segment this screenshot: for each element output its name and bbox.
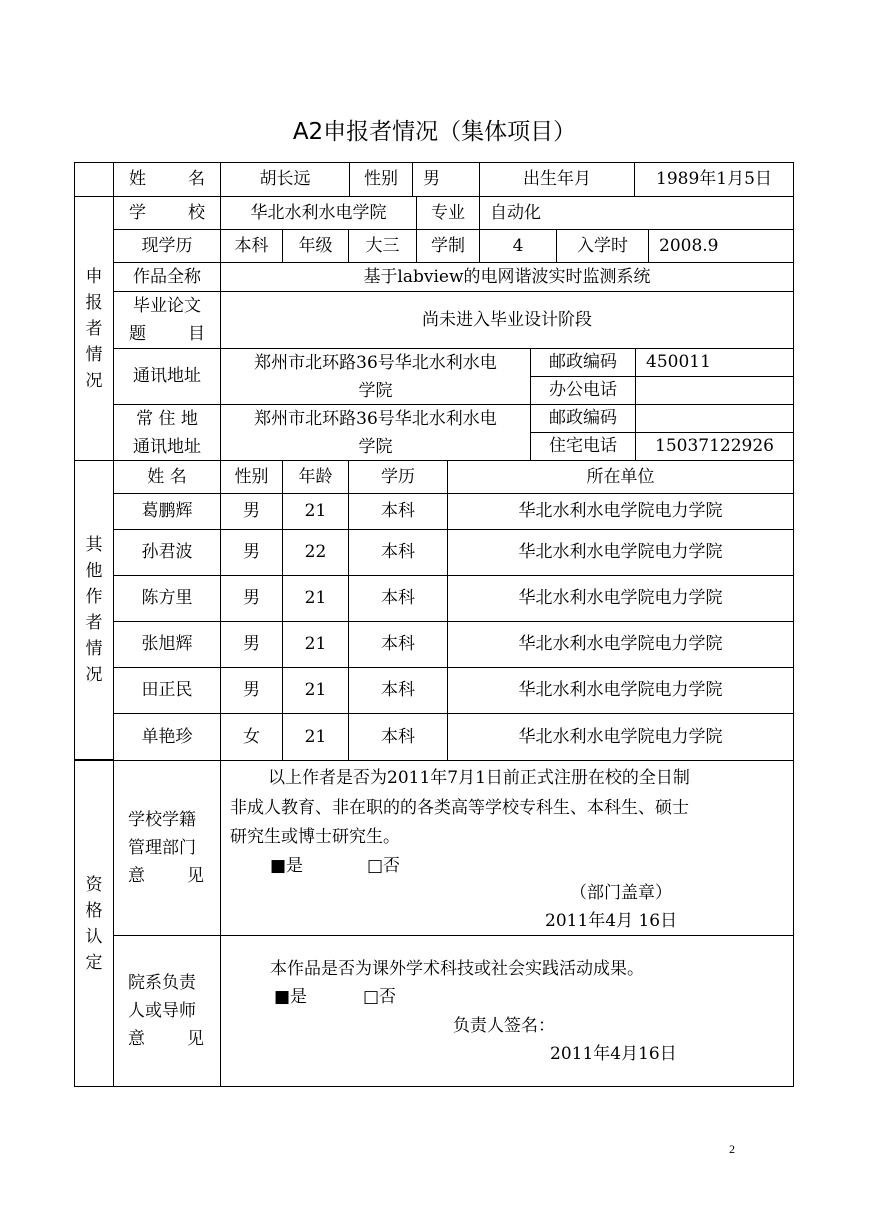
author-unit: 华北水利水电学院电力学院: [518, 501, 723, 521]
table-row-name: [113, 667, 221, 714]
applicant-birth-cell: [634, 162, 794, 197]
applicant-gender: 男: [423, 169, 440, 189]
author-name: 张旭辉: [141, 634, 193, 654]
major-cell: [479, 196, 794, 230]
registry-label-char: 意: [128, 866, 145, 886]
major-label-cell: [416, 196, 480, 230]
applicant-name-cell: [220, 162, 350, 197]
major: 自动化: [490, 202, 541, 223]
office-phone-cell: [635, 376, 794, 405]
home-postcode-label-cell: [530, 404, 636, 433]
table-row-age: [282, 667, 349, 714]
name-label-char: 名: [188, 169, 205, 189]
section-char: 格: [85, 900, 103, 921]
table-row-education: [348, 713, 448, 761]
address-line: 郑州市北环路36号华北水利水电: [254, 352, 497, 373]
education-label-cell: [113, 229, 221, 263]
duration-label: 学制: [431, 235, 465, 256]
author-gender: 男: [243, 634, 260, 654]
header-label: 姓 名: [147, 466, 187, 487]
table-row-unit: [447, 667, 794, 714]
section-char: 者: [85, 613, 103, 633]
table-row-unit: [447, 529, 794, 576]
author-name: 陈方里: [141, 588, 193, 608]
author-gender: 男: [243, 588, 260, 608]
author-name: 田正民: [141, 680, 193, 700]
table-row-gender: [220, 713, 283, 761]
applicant-section-label: [74, 196, 114, 461]
table-row-age: [282, 575, 349, 622]
author-name: 葛鹏辉: [141, 501, 193, 521]
thesis-label-char: 目: [188, 324, 205, 344]
postcode: 450011: [646, 352, 711, 372]
thesis-label-cell: [113, 291, 221, 349]
dept-no-checkbox[interactable]: □否: [363, 987, 397, 1007]
education-label: 现学历: [141, 235, 193, 256]
author-education: 本科: [381, 634, 415, 654]
table-row-name: [113, 575, 221, 622]
registry-label-line: 学校学籍: [128, 810, 196, 830]
home-address-label-cell: [113, 404, 221, 461]
education-cell: [220, 229, 283, 263]
table-row-education: [348, 493, 448, 530]
others-header-age: [282, 460, 349, 494]
grade: 大三: [365, 235, 400, 256]
author-unit: 华北水利水电学院电力学院: [518, 588, 723, 608]
registry-date: 2011年4月 16日: [545, 911, 678, 931]
author-age: 21: [304, 588, 327, 608]
table-row-age: [282, 529, 349, 576]
enroll-label: 入学时: [577, 235, 628, 256]
home-phone-label: 住宅电话: [549, 436, 617, 456]
dept-signature: 负责人签名：: [453, 1016, 555, 1036]
home-postcode-label: 邮政编码: [549, 408, 617, 428]
header-label: 性别: [234, 466, 269, 487]
education: 本科: [234, 235, 269, 256]
table-row-age: [282, 621, 349, 668]
birth-label: 出生年月: [523, 169, 591, 189]
work-title-label: 作品全称: [133, 266, 201, 287]
office-phone-label: 办公电话: [549, 380, 617, 400]
dept-label-char: 意: [128, 1029, 145, 1049]
others-header-education: [348, 460, 448, 494]
table-row-gender: [220, 529, 283, 576]
author-education: 本科: [381, 726, 415, 747]
address-label-cell: [113, 348, 221, 405]
address-cell: [220, 348, 531, 405]
table-row-unit: [447, 493, 794, 530]
gender-label-cell: [349, 162, 413, 197]
author-age: 22: [304, 542, 327, 562]
enroll: 2008.9: [659, 235, 719, 256]
thesis-label-char: 题: [129, 324, 146, 344]
school-label-cell: [113, 196, 221, 230]
home-phone-cell: [635, 432, 794, 461]
section-char: 者: [85, 318, 103, 339]
address-label: 通讯地址: [133, 366, 201, 386]
author-name: 单艳珍: [141, 726, 193, 747]
author-gender: 男: [243, 542, 260, 562]
work-title-label-cell: [113, 262, 221, 292]
registry-yes-checkbox[interactable]: ■是: [270, 856, 304, 876]
thesis-cell: [220, 291, 794, 349]
author-gender: 男: [243, 680, 260, 700]
dept-text-line: 本作品是否为课外学术科技或社会实践活动成果。: [270, 959, 644, 979]
table-row-education: [348, 529, 448, 576]
table-row-unit: [447, 621, 794, 668]
table-row-unit: [447, 713, 794, 761]
home-address-line: 郑州市北环路36号华北水利水电: [254, 408, 497, 429]
author-age: 21: [304, 634, 327, 654]
section-char: 况: [85, 370, 103, 391]
dept-label-char: 见: [187, 1029, 204, 1049]
table-row-gender: [220, 493, 283, 530]
table-row-education: [348, 621, 448, 668]
section-char: 其: [85, 535, 103, 555]
registry-text-line: 研究生或博士研究生。: [230, 827, 400, 847]
blank-corner-cell: [74, 162, 114, 197]
dept-label-line: 人或导师: [128, 1001, 196, 1021]
header-label: 年龄: [298, 466, 333, 487]
table-row-unit: [447, 575, 794, 622]
school-cell: [220, 196, 417, 230]
page-number: 2: [729, 1142, 735, 1156]
author-education: 本科: [381, 501, 415, 521]
section-char: 情: [85, 344, 103, 365]
author-unit: 华北水利水电学院电力学院: [518, 542, 723, 562]
table-row-age: [282, 493, 349, 530]
section-char: 他: [85, 561, 103, 581]
table-row-education: [348, 667, 448, 714]
applicant-birth: 1989年1月5日: [656, 169, 772, 189]
registry-seal: （部门盖章）: [570, 883, 672, 903]
registry-text-line: 以上作者是否为2011年7月1日前正式注册在校的全日制: [268, 768, 690, 788]
enroll-cell: [648, 229, 794, 263]
others-section-label: [74, 460, 114, 760]
name-label-cell: [113, 162, 221, 197]
table-row-gender: [220, 575, 283, 622]
duration-cell: [479, 229, 557, 263]
author-gender: 男: [243, 501, 260, 521]
section-char: 资: [85, 874, 103, 895]
others-header-gender: [220, 460, 283, 494]
school-label-char: 校: [188, 202, 205, 223]
author-education: 本科: [381, 680, 415, 700]
registry-label-line: 管理部门: [128, 838, 196, 858]
table-row-name: [113, 529, 221, 576]
section-char: 情: [85, 639, 103, 659]
office-phone-label-cell: [530, 376, 636, 405]
thesis: 尚未进入毕业设计阶段: [422, 309, 592, 330]
table-row-name: [113, 493, 221, 530]
birth-label-cell: [479, 162, 635, 197]
author-name: 孙君波: [141, 542, 193, 562]
home-address-cell: [220, 404, 531, 461]
author-age: 21: [304, 726, 327, 747]
home-phone-label-cell: [530, 432, 636, 461]
address-line: 学院: [358, 380, 393, 401]
section-char: 认: [85, 926, 103, 947]
registry-text-line: 非成人教育、非在职的的各类高等学校专科生、本科生、硕士: [230, 798, 689, 818]
registry-label-cell: [113, 760, 221, 936]
author-age: 21: [304, 501, 327, 521]
postcode-label-cell: [530, 348, 636, 377]
section-char: 申: [85, 266, 103, 287]
table-row-education: [348, 575, 448, 622]
registry-no-checkbox[interactable]: □否: [367, 856, 401, 876]
school-label-char: 学: [129, 202, 146, 223]
home-phone: 15037122926: [655, 436, 774, 456]
section-char: 作: [85, 587, 103, 607]
author-unit: 华北水利水电学院电力学院: [518, 680, 723, 700]
header-label: 所在单位: [586, 466, 655, 487]
gender-label: 性别: [364, 169, 398, 189]
section-char: 报: [85, 292, 103, 313]
table-row-gender: [220, 667, 283, 714]
section-char: 定: [85, 952, 103, 973]
dept-yes-checkbox[interactable]: ■是: [274, 987, 308, 1007]
qualification-section-label: [74, 760, 114, 1087]
grade-label-cell: [282, 229, 349, 263]
home-address-label-line: 通讯地址: [133, 436, 201, 457]
applicant-name: 胡长远: [259, 169, 311, 189]
header-label: 学历: [381, 466, 415, 487]
author-unit: 华北水利水电学院电力学院: [518, 726, 723, 747]
home-address-label-line: 常 住 地: [136, 408, 198, 429]
table-row-age: [282, 713, 349, 761]
table-row-gender: [220, 621, 283, 668]
others-header-unit: [447, 460, 794, 494]
duration: 4: [512, 235, 524, 256]
grade-cell: [348, 229, 417, 263]
author-unit: 华北水利水电学院电力学院: [518, 634, 723, 654]
home-address-line: 学院: [358, 436, 393, 457]
school: 华北水利水电学院: [250, 202, 387, 223]
author-education: 本科: [381, 588, 415, 608]
work-title-cell: [220, 262, 794, 292]
page-title: A2申报者情况（集体项目）: [292, 119, 577, 145]
name-label-char: 姓: [129, 169, 146, 189]
enroll-label-cell: [556, 229, 649, 263]
grade-label: 年级: [298, 235, 333, 256]
work-title: 基于labview的电网谐波实时监测系统: [363, 266, 651, 287]
dept-label-cell: [113, 935, 221, 1087]
duration-label-cell: [416, 229, 480, 263]
major-label: 专业: [431, 202, 465, 223]
postcode-cell: [635, 348, 794, 377]
author-education: 本科: [381, 542, 415, 562]
dept-label-line: 院系负责: [128, 973, 196, 993]
registry-label-char: 见: [187, 866, 204, 886]
others-header-name: [113, 460, 221, 494]
section-char: 况: [85, 665, 103, 685]
dept-date: 2011年4月16日: [550, 1044, 677, 1064]
table-row-name: [113, 621, 221, 668]
home-postcode-cell: [635, 404, 794, 433]
table-row-name: [113, 713, 221, 761]
thesis-label-line: 毕业论文: [133, 296, 201, 316]
author-age: 21: [304, 680, 327, 700]
applicant-gender-cell: [412, 162, 480, 197]
author-gender: 女: [243, 726, 260, 747]
postcode-label: 邮政编码: [549, 352, 617, 372]
